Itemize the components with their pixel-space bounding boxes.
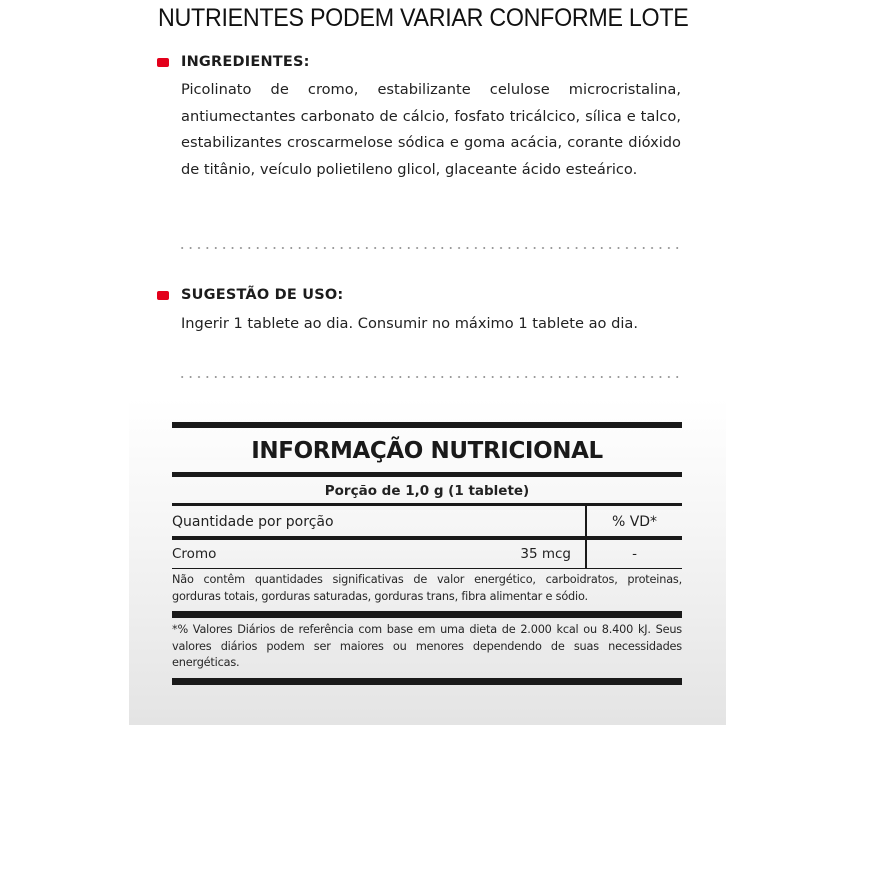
table-header-row [172,506,682,536]
nutrition-facts-table [172,422,682,685]
red-square-bullet-icon [157,291,169,300]
vd-header: % VD* [585,506,682,536]
nutrient-amount: 35 mcg [520,546,571,562]
batch-variation-notice: NUTRIENTES PODEM VARIAR CONFORME LOTE [158,4,689,32]
nutrient-vd: - [585,540,682,568]
ingredients-heading-label: INGREDIENTES: [181,54,310,70]
usage-text: Ingerir 1 tablete ao dia. Consumir no máximo 1 tablete ao dia. [181,315,638,332]
nutrient-name: Cromo [172,546,217,562]
daily-values-footnote: *% Valores Diários de referência com base em uma dieta de 2.000 kcal ou 8.400 kJ. Seus valores diários podem ser maiores ou menores dependendo de suas necessidades energéticas. [172,623,682,669]
thick-rule [172,678,682,685]
not-significant-note: Não contêm quantidades significativas de valor energético, carboidratos, proteinas, gorduras totais, gorduras saturadas, gorduras trans, fibra alimentar e sódio. [172,573,682,603]
usage-heading [157,287,343,303]
red-square-bullet-icon [157,58,169,67]
nutrition-title: INFORMAÇÃO NUTRICIONAL [251,438,603,464]
dotted-divider [178,376,681,378]
quantity-header: Quantidade por porção [172,514,334,530]
dotted-divider [178,247,681,249]
portion-size: Porção de 1,0 g (1 tablete) [324,483,530,499]
usage-heading-label: SUGESTÃO DE USO: [181,287,344,303]
label-panel [129,44,726,725]
thick-rule [172,611,682,618]
ingredients-text: Picolinato de cromo, estabilizante celulose microcristalina, antiumectantes carbonato de cálcio, fosfato tricálcico, sílica e talco, estabilizantes croscarmelose sódica e goma acácia, corante dióxido de titânio, veículo polietileno glicol, glaceante ácido esteárico. [181,81,681,178]
ingredients-heading [157,54,310,70]
table-row [172,540,682,568]
